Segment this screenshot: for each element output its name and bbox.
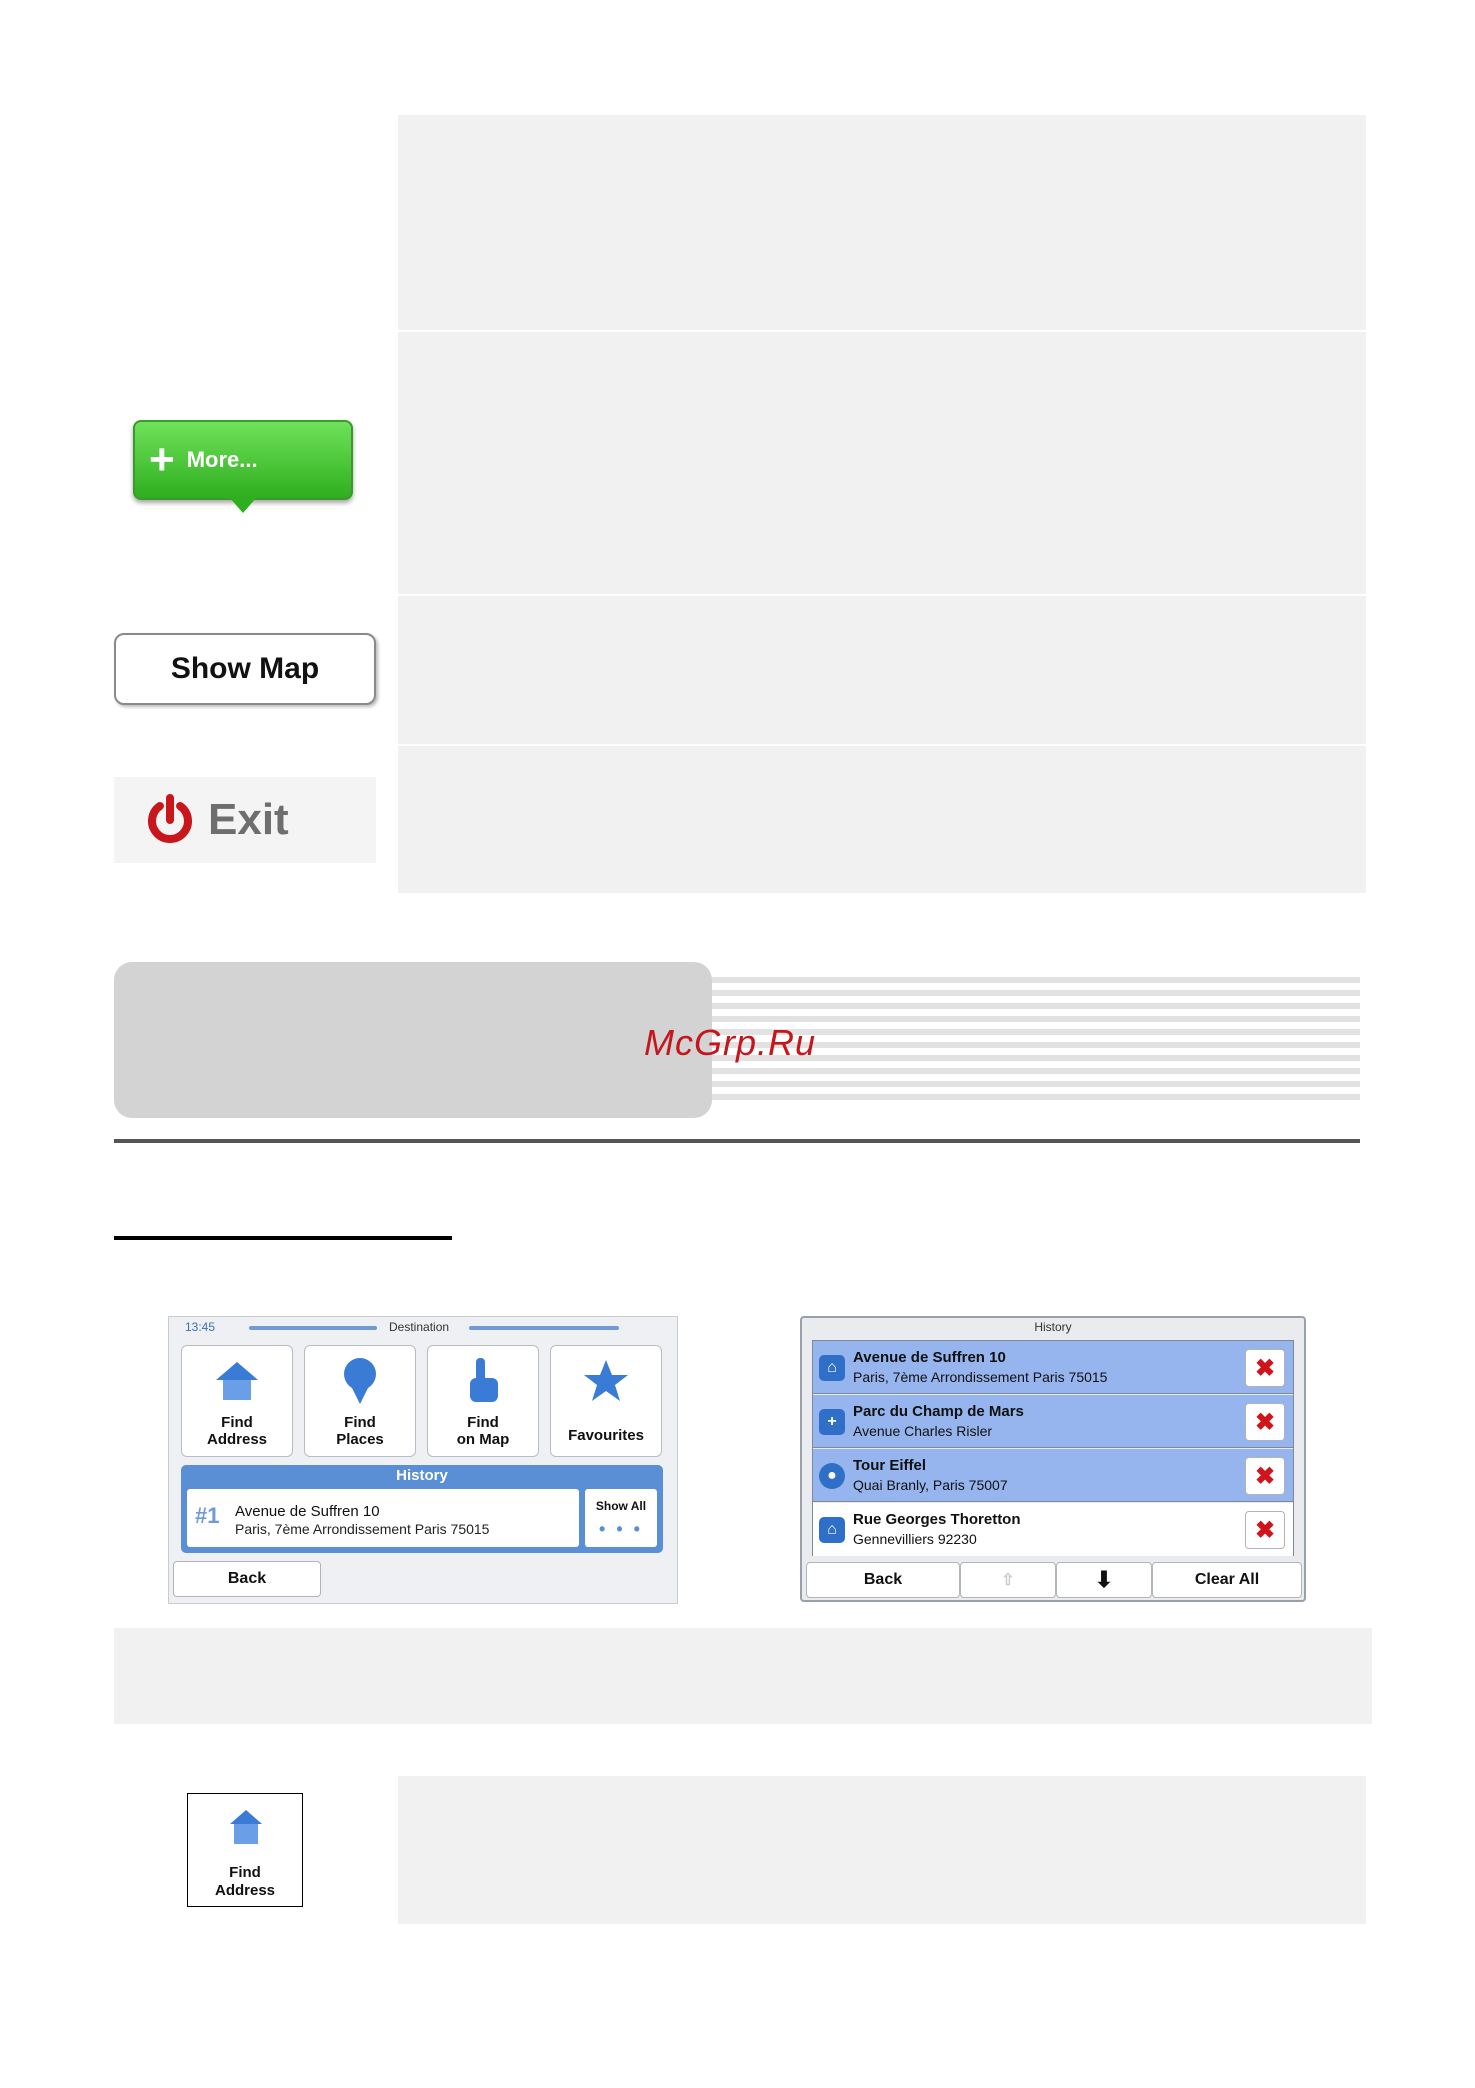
history-list <box>812 1340 1294 1556</box>
hand-pointer-icon <box>428 1356 538 1406</box>
star-icon <box>551 1356 661 1406</box>
list-item-title: Parc du Champ de Mars <box>853 1403 1024 1420</box>
list-item[interactable] <box>813 1503 1293 1556</box>
find-on-map-tile[interactable] <box>427 1345 539 1457</box>
tile-label: Find Address <box>206 1414 268 1448</box>
delete-button[interactable] <box>1245 1511 1285 1549</box>
plus-icon: + <box>149 435 175 484</box>
history-panel <box>181 1465 663 1553</box>
close-icon: ✖ <box>1254 1354 1276 1382</box>
watermark: McGrp.Ru <box>644 1022 817 1063</box>
power-icon <box>142 792 198 848</box>
description-table-top <box>398 115 1366 893</box>
clear-all-button[interactable] <box>1152 1562 1302 1598</box>
find-address-label: Find Address <box>214 1864 276 1899</box>
list-item-subtitle: Gennevilliers 92230 <box>853 1531 977 1547</box>
find-address-tile[interactable] <box>181 1345 293 1457</box>
show-map-label: Show Map <box>170 652 320 685</box>
arrow-up-icon: ⇧ <box>1001 1572 1015 1589</box>
back-button[interactable] <box>173 1561 321 1597</box>
more-dots-icon: • • • <box>599 1519 643 1539</box>
screen-title: History <box>1034 1320 1072 1334</box>
arrow-down-icon: ⬇ <box>1094 1567 1114 1592</box>
title-bar-line <box>249 1326 377 1330</box>
history-entry-number: #1 <box>195 1503 220 1528</box>
close-icon: ✖ <box>1254 1516 1276 1544</box>
list-item-title: Rue Georges Thoretton <box>853 1511 1021 1528</box>
exit-label: Exit <box>208 795 289 844</box>
scroll-up-button[interactable] <box>960 1562 1056 1598</box>
house-icon <box>226 1808 266 1852</box>
delete-button[interactable] <box>1245 1403 1285 1441</box>
find-places-tile[interactable] <box>304 1345 416 1457</box>
status-bar <box>169 1317 677 1337</box>
tile-label: Favourites <box>568 1427 644 1444</box>
table-divider <box>398 330 1366 332</box>
caption-band <box>114 1628 1372 1724</box>
history-title: History <box>396 1467 448 1484</box>
history-entry[interactable] <box>187 1489 579 1547</box>
tile-label: Find Places <box>336 1414 384 1448</box>
house-icon: ⌂ <box>819 1355 845 1381</box>
list-item-title: Tour Eiffel <box>853 1457 927 1474</box>
list-item-subtitle: Paris, 7ème Arrondissement Paris 75015 <box>853 1369 1108 1385</box>
history-entry-line2: Paris, 7ème Arrondissement Paris 75015 <box>235 1521 490 1537</box>
plus-icon: + <box>819 1409 845 1435</box>
history-entry-line1: Avenue de Suffren 10 <box>235 1503 380 1520</box>
find-address-icon-box <box>187 1793 303 1907</box>
house-icon: ⌂ <box>819 1517 845 1543</box>
house-icon <box>182 1356 292 1406</box>
exit-button[interactable] <box>114 777 376 863</box>
more-button-label: More... <box>186 447 258 472</box>
clock: 13:45 <box>185 1320 216 1334</box>
title-bar-line <box>469 1326 619 1330</box>
section-underline <box>114 1236 452 1240</box>
list-item[interactable] <box>813 1341 1293 1394</box>
close-icon: ✖ <box>1254 1408 1276 1436</box>
back-label: Back <box>863 1571 903 1588</box>
table-divider <box>398 744 1366 746</box>
screen-title: Destination <box>389 1320 450 1334</box>
favourites-tile[interactable] <box>550 1345 662 1457</box>
list-item[interactable] <box>813 1395 1293 1448</box>
destination-screen <box>168 1316 678 1604</box>
delete-button[interactable] <box>1245 1349 1285 1387</box>
table-divider <box>398 594 1366 596</box>
tile-label: Find on Map <box>456 1414 510 1448</box>
description-table-bottom <box>398 1776 1366 1924</box>
list-item-subtitle: Quai Branly, Paris 75007 <box>853 1477 1008 1493</box>
more-button[interactable] <box>133 420 353 500</box>
back-label: Back <box>227 1570 267 1587</box>
chapter-rule <box>114 1139 1360 1143</box>
list-item[interactable] <box>813 1449 1293 1502</box>
show-all-label: Show All <box>595 1499 647 1513</box>
list-item-title: Avenue de Suffren 10 <box>853 1349 1006 1366</box>
back-button[interactable] <box>806 1562 960 1598</box>
poi-icon: ● <box>819 1463 845 1489</box>
more-button-pointer <box>229 497 257 513</box>
scroll-down-button[interactable] <box>1056 1562 1152 1598</box>
close-icon: ✖ <box>1254 1462 1276 1490</box>
chapter-banner <box>114 962 712 1118</box>
pin-icon <box>305 1356 415 1406</box>
show-all-button[interactable] <box>585 1489 657 1547</box>
history-screen <box>800 1316 1306 1602</box>
clear-all-label: Clear All <box>1194 1571 1260 1588</box>
show-map-button[interactable] <box>114 633 376 705</box>
delete-button[interactable] <box>1245 1457 1285 1495</box>
list-item-subtitle: Avenue Charles Risler <box>853 1423 993 1439</box>
